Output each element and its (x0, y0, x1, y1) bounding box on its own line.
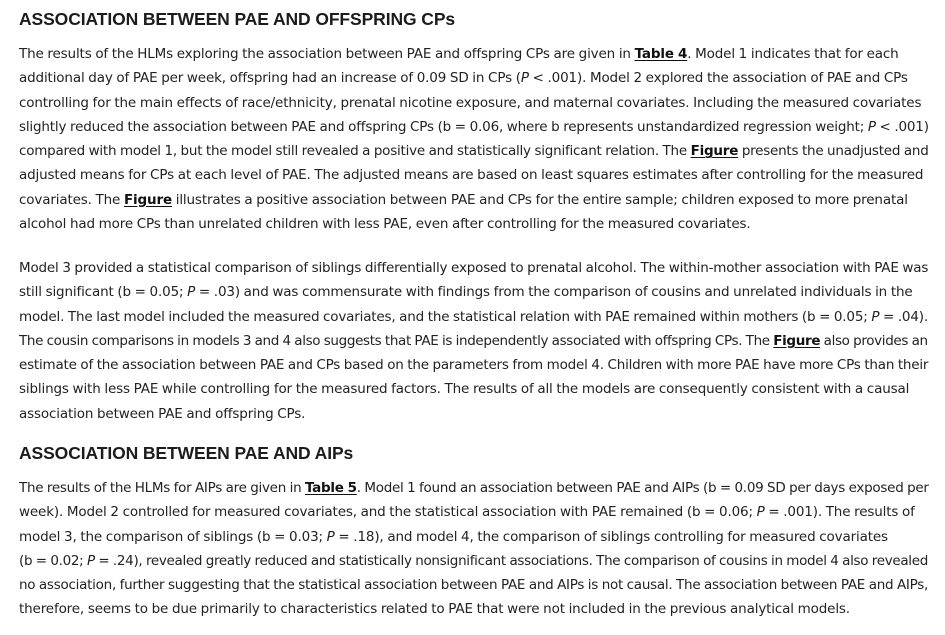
text-line (19, 305, 928, 329)
text-run: adjusted means for CPs at each level of PAE. The adjusted means are based on least squares estimates after controlling for the measured (19, 167, 924, 184)
text-run: controlling for the main effects of race/ethnicity, prenatal nicotine exposure, and maternal covariates. Including the measured covariates (19, 94, 922, 111)
italic-text: P (871, 308, 880, 325)
text-line (19, 139, 929, 163)
text-run: alcohol had more CPs than unrelated children with less PAE, even after controlling for the measured covariates. (19, 216, 751, 233)
text-run: . Model 1 indicates that for each (687, 46, 899, 62)
text-run: compared with model 1, but the model still revealed a positive and statistically significant relation. The (19, 143, 691, 160)
text-run: Model 3 provided a statistical comparison of siblings differentially exposed to prenatal alcohol. The within-mother association with PAE was (19, 260, 929, 276)
paragraph (19, 476, 929, 622)
text-run: < .001). Model 2 explored the association of PAE and CPs (528, 70, 908, 87)
text-line (19, 66, 929, 90)
text-run: slightly reduced the association between PAE and offspring CPs (b = 0.06, where b represents unstandardized regression weight; (19, 118, 868, 135)
section-heading-cps: ASSOCIATION BETWEEN PAE AND OFFSPRING CPs (19, 9, 456, 29)
text-line (19, 188, 929, 212)
text-line (19, 549, 929, 573)
text-line (19, 115, 929, 139)
text-line (19, 377, 928, 401)
text-run: The results of the HLMs exploring the association between PAE and offspring CPs are given in (19, 46, 635, 62)
text-run: siblings with less PAE while controlling for the measured factors. The results of all the models are consequently consistent with a causal (19, 381, 910, 398)
text-line (19, 525, 929, 549)
text-line (19, 353, 928, 377)
text-run: = .04). (879, 308, 928, 325)
text-line (19, 500, 929, 524)
text-run: also provides an (820, 332, 928, 349)
text-run: covariates. The (19, 191, 124, 208)
text-run: no association, further suggesting that the statistical association between PAE and AIPs is not causal. The association between PAE and AIPs, (19, 577, 929, 594)
text-line (19, 573, 929, 597)
figure-link[interactable]: Figure (123, 191, 172, 208)
text-run: . Model 1 found an association between PAE and AIPs (b = 0.09 SD per days exposed per (356, 480, 929, 496)
italic-text: P (86, 552, 95, 569)
text-run: = .001). The results of (764, 504, 915, 521)
text-line (19, 163, 929, 187)
text-line (19, 91, 929, 115)
text-run: still significant (b = 0.05; (19, 284, 188, 301)
text-run: = .03) and was commensurate with findings from the comparison of cousins and unrelated individuals in the (195, 284, 913, 301)
text-run: presents the unadjusted and (738, 143, 929, 160)
text-line (19, 212, 929, 236)
italic-text: P (756, 504, 765, 521)
text-run: association between PAE and offspring CPs. (19, 405, 306, 422)
paragraph (19, 256, 928, 426)
italic-text: P (326, 528, 335, 545)
text-run: illustrates a positive association between PAE and CPs for the entire sample; children exposed to more prenatal (171, 191, 908, 208)
text-run: estimate of the association between PAE and CPs based on the parameters from model 4. Children with more PAE have more CPs than their (19, 357, 929, 374)
italic-text: P (520, 70, 529, 87)
italic-text: P (187, 284, 196, 301)
text-run: The results of the HLMs for AIPs are given in (19, 480, 305, 496)
text-run: = .18), and model 4, the comparison of siblings controlling for measured covariates (334, 528, 888, 545)
figure-link[interactable]: Figure (773, 332, 821, 349)
text-run: (b = 0.02; (19, 552, 87, 569)
text-run: therefore, seems to be due primarily to characteristics related to PAE that were not included in the previous analytical models. (19, 601, 850, 618)
table-5-link[interactable]: Table 5 (304, 480, 357, 496)
figure-link[interactable]: Figure (690, 143, 739, 160)
paragraph (19, 42, 929, 236)
text-run: model 3, the comparison of siblings (b = 0.03; (19, 528, 327, 545)
italic-text: P (867, 118, 876, 135)
text-line (19, 280, 928, 304)
text-line (19, 597, 929, 621)
table-4-link[interactable]: Table 4 (634, 46, 688, 62)
text-run: additional day of PAE per week, offspring had an increase of 0.09 SD in CPs ( (19, 70, 521, 87)
text-run: The cousin comparisons in models 3 and 4 also suggests that PAE is independently associated with offspring CPs. The (19, 332, 774, 349)
text-line (19, 42, 929, 66)
text-line (19, 476, 929, 500)
section-heading-aips: ASSOCIATION BETWEEN PAE AND AIPs (19, 443, 354, 463)
text-run: week). Model 2 controlled for measured covariates, and the statistical association with PAE remained (b = 0.06; (19, 504, 757, 521)
text-line (19, 402, 928, 426)
text-run: model. The last model included the measured covariates, and the statistical relation with PAE remained within mothers (b = 0.05; (19, 308, 872, 325)
text-run: = .24), revealed greatly reduced and statistically nonsignificant associations. The comparison of cousins in model 4 also revealed (94, 552, 928, 569)
text-line (19, 256, 928, 280)
text-run: < .001) (875, 118, 929, 135)
text-line (19, 329, 928, 353)
